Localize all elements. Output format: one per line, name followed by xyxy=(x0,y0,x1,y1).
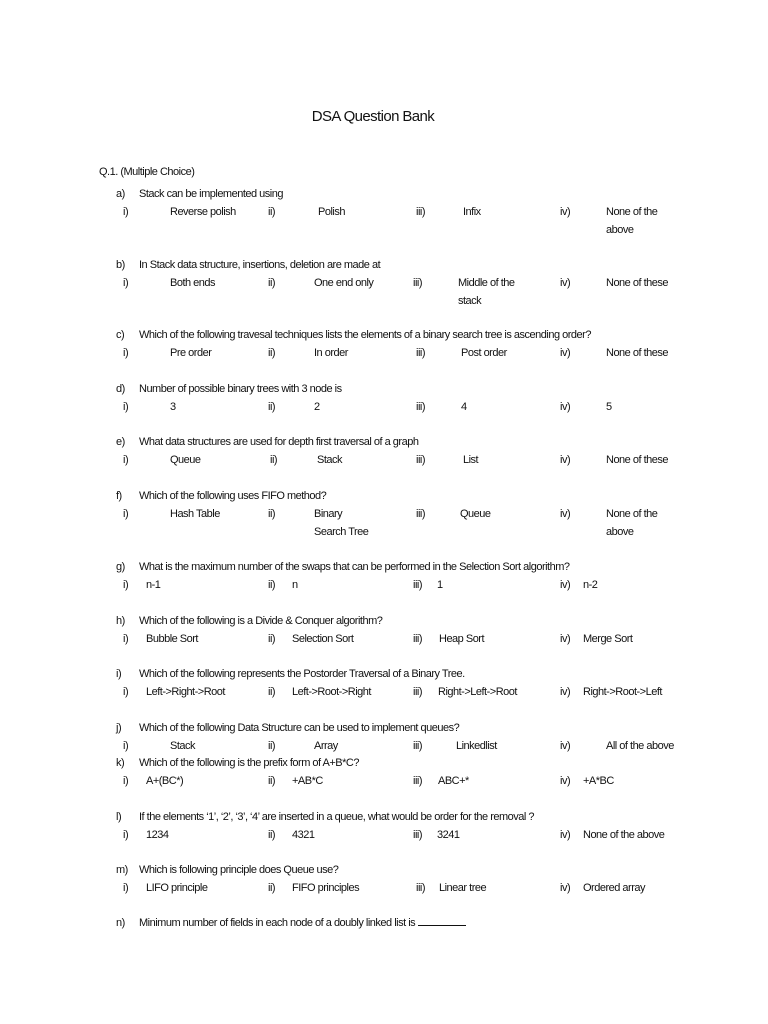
question-text: Number of possible binary trees with 3 node is xyxy=(139,383,342,395)
option-number: i) xyxy=(123,206,129,218)
question-text: If the elements ‘1’, ‘2’, ‘3’, ‘4’ are inserted in a queue, what would be order for the removal ? xyxy=(139,811,535,823)
option-text: List xyxy=(463,454,479,466)
question-number: f) xyxy=(116,490,122,502)
option-number: i) xyxy=(123,686,129,698)
option-text: Stack xyxy=(317,454,343,466)
option-text: 5 xyxy=(606,401,612,413)
option-number: i) xyxy=(123,277,129,289)
option-number: iii) xyxy=(413,633,422,645)
option-text: Ordered array xyxy=(583,882,645,894)
option-text: +A*BC xyxy=(583,775,614,787)
option-text: In order xyxy=(314,347,348,359)
option-number: iii) xyxy=(416,347,425,359)
option-text: Middle of the stack xyxy=(458,277,515,307)
option-text: 3 xyxy=(170,401,176,413)
option-text: 1 xyxy=(437,579,443,591)
option-number: iv) xyxy=(560,206,571,218)
question-text: What is the maximum number of the swaps that can be performed in the Selection Sort algorithm? xyxy=(139,561,570,573)
option-number: iii) xyxy=(413,579,422,591)
option-number: ii) xyxy=(268,277,276,289)
option-text: n-1 xyxy=(146,579,161,591)
question-number: n) xyxy=(116,917,125,929)
question-number: i) xyxy=(116,668,122,680)
option-text: None of these xyxy=(606,347,668,359)
option-number: iii) xyxy=(413,686,422,698)
question-number: b) xyxy=(116,259,125,271)
option-number: i) xyxy=(123,454,129,466)
page-title: DSA Question Bank xyxy=(311,108,435,125)
option-text: Queue xyxy=(460,508,491,520)
option-number: iv) xyxy=(560,829,571,841)
question-number: j) xyxy=(116,722,122,734)
question-text: Which of the following travesal techniques lists the elements of a binary search tree is ascending order? xyxy=(139,329,591,341)
option-text: FIFO principles xyxy=(292,882,360,894)
answer-blank xyxy=(418,914,466,926)
question-number: h) xyxy=(116,615,125,627)
option-text: None of the above xyxy=(583,829,665,841)
option-text: A+(BC*) xyxy=(146,775,184,787)
option-number: iii) xyxy=(416,508,425,520)
option-number: iv) xyxy=(560,633,571,645)
option-number: iii) xyxy=(413,829,422,841)
section-heading: Q.1. (Multiple Choice) xyxy=(99,166,195,178)
option-number: iv) xyxy=(560,579,571,591)
option-number: i) xyxy=(123,829,129,841)
option-number: iv) xyxy=(560,508,571,520)
question-text: Which is following principle does Queue use? xyxy=(139,864,339,876)
option-number: ii) xyxy=(268,775,276,787)
option-text: Reverse polish xyxy=(170,206,236,218)
option-number: ii) xyxy=(268,401,276,413)
question-text: What data structures are used for depth first traversal of a graph xyxy=(139,436,419,448)
option-text: Right->Root->Left xyxy=(583,686,662,698)
question-text: Which of the following Data Structure can be used to implement queues? xyxy=(139,722,460,734)
option-text: Polish xyxy=(318,206,345,218)
option-number: iv) xyxy=(560,686,571,698)
option-text: Both ends xyxy=(170,277,216,289)
option-number: iv) xyxy=(560,454,571,466)
question-number: g) xyxy=(116,561,125,573)
question-number: k) xyxy=(116,757,125,769)
option-number: iv) xyxy=(560,277,571,289)
option-number: i) xyxy=(123,882,129,894)
option-number: iv) xyxy=(560,775,571,787)
option-text: 1234 xyxy=(146,829,169,841)
option-number: ii) xyxy=(268,347,276,359)
option-text: Stack xyxy=(170,740,196,752)
option-text: Right->Left->Root xyxy=(438,686,517,698)
option-text: 2 xyxy=(314,401,320,413)
option-text: One end only xyxy=(314,277,374,289)
option-text: Selection Sort xyxy=(292,633,354,645)
question-text: Which of the following uses FIFO method? xyxy=(139,490,327,502)
question-text: Minimum number of fields in each node of a doubly linked list is xyxy=(139,914,466,932)
option-text: Heap Sort xyxy=(439,633,485,645)
option-number: iv) xyxy=(560,347,571,359)
option-number: i) xyxy=(123,508,129,520)
option-text: n xyxy=(292,579,298,591)
option-text: 3241 xyxy=(437,829,460,841)
option-text: Bubble Sort xyxy=(146,633,198,645)
question-text: Which of the following represents the Postorder Traversal of a Binary Tree. xyxy=(139,668,465,680)
question-text: In Stack data structure, insertions, deletion are made at xyxy=(139,259,381,271)
option-text: Linkedlist xyxy=(456,740,497,752)
question-text: Stack can be implemented using xyxy=(139,188,283,200)
option-number: iii) xyxy=(416,454,425,466)
option-number: iv) xyxy=(560,882,571,894)
option-text: ABC+* xyxy=(438,775,469,787)
option-number: i) xyxy=(123,579,129,591)
option-number: i) xyxy=(123,633,129,645)
option-number: i) xyxy=(123,775,129,787)
option-text: Infix xyxy=(463,206,481,218)
option-number: i) xyxy=(123,740,129,752)
option-text: +AB*C xyxy=(292,775,323,787)
option-number: ii) xyxy=(268,829,276,841)
option-number: iii) xyxy=(416,882,425,894)
option-text: 4321 xyxy=(292,829,315,841)
question-number: m) xyxy=(116,864,128,876)
option-text: Merge Sort xyxy=(583,633,633,645)
option-number: iii) xyxy=(416,206,425,218)
option-text: None of these xyxy=(606,454,668,466)
option-number: ii) xyxy=(268,633,276,645)
option-number: i) xyxy=(123,347,129,359)
option-text: LIFO principle xyxy=(146,882,208,894)
option-number: iii) xyxy=(413,277,422,289)
option-number: iv) xyxy=(560,401,571,413)
option-text: 4 xyxy=(461,401,467,413)
option-text: None of the above xyxy=(606,508,658,538)
question-number: d) xyxy=(116,383,125,395)
option-text: Hash Table xyxy=(170,508,220,520)
option-text: All of the above xyxy=(606,740,674,752)
option-text: Left->Root->Right xyxy=(292,686,371,698)
option-text: n-2 xyxy=(583,579,598,591)
option-text: Linear tree xyxy=(439,882,487,894)
option-text: Binary Search Tree xyxy=(314,508,369,538)
option-text: None of these xyxy=(606,277,668,289)
option-number: ii) xyxy=(268,740,276,752)
question-text: Which of the following is the prefix form of A+B*C? xyxy=(139,757,359,769)
option-number: iii) xyxy=(413,740,422,752)
option-number: ii) xyxy=(270,454,278,466)
option-text: Pre order xyxy=(170,347,212,359)
option-number: ii) xyxy=(268,508,276,520)
option-number: i) xyxy=(123,401,129,413)
question-number: c) xyxy=(116,329,125,341)
option-text: Post order xyxy=(461,347,507,359)
option-number: iv) xyxy=(560,740,571,752)
option-text: Array xyxy=(314,740,338,752)
option-text: Queue xyxy=(170,454,201,466)
option-number: iii) xyxy=(413,775,422,787)
option-number: ii) xyxy=(268,686,276,698)
question-number: a) xyxy=(116,188,125,200)
question-text: Which of the following is a Divide & Conquer algorithm? xyxy=(139,615,383,627)
option-text: None of the above xyxy=(606,206,658,236)
option-text: Left->Right->Root xyxy=(146,686,225,698)
option-number: ii) xyxy=(268,206,276,218)
question-number: l) xyxy=(116,811,122,823)
option-number: ii) xyxy=(268,579,276,591)
option-number: ii) xyxy=(268,882,276,894)
option-number: iii) xyxy=(416,401,425,413)
question-number: e) xyxy=(116,436,125,448)
